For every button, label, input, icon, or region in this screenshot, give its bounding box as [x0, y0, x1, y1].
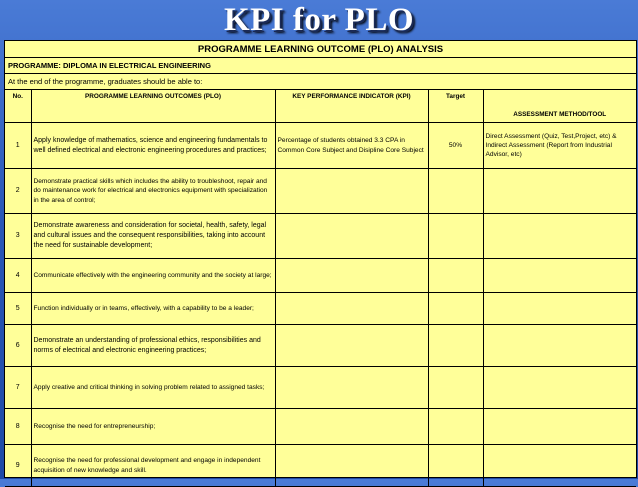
table-row [5, 123, 636, 169]
column-header-target: Target [428, 90, 483, 123]
row-number: 3 [5, 214, 31, 259]
assessment-cell [483, 214, 636, 259]
assessment-cell [483, 445, 636, 487]
table-row [5, 367, 636, 409]
kpi-cell [275, 325, 428, 367]
kpi-cell [275, 409, 428, 445]
slide-title: KPI for PLO [223, 2, 415, 38]
plo-analysis-sheet [4, 40, 637, 478]
kpi-cell [275, 445, 428, 487]
table-row [5, 214, 636, 259]
assessment-cell: Direct Assessment (Quiz, Test,Project, etc) & Indirect Assessment (Report from Industrial Advisor, etc) [483, 123, 636, 169]
kpi-cell [275, 169, 428, 214]
column-header-no: No. [5, 90, 31, 123]
target-cell [428, 259, 483, 293]
target-cell [428, 367, 483, 409]
table-row [5, 259, 636, 293]
outcome-cell: Demonstrate an understanding of professional ethics, responsibilities and norms of electrical and electronic engineering practices; [31, 325, 275, 367]
target-cell [428, 169, 483, 214]
outcome-cell: Communicate effectively with the engineering community and the society at large; [31, 259, 275, 293]
kpi-cell: Percentage of students obtained 3.3 CPA in Common Core Subject and Disipline Core Subject [275, 123, 428, 169]
intro-text: At the end of the programme, graduates should be able to: [5, 74, 636, 90]
column-header-outcomes: PROGRAMME LEARNING OUTCOMES (PLO) [31, 90, 275, 123]
row-number: 8 [5, 409, 31, 445]
row-number: 5 [5, 293, 31, 325]
column-header-kpi: KEY PERFORMANCE INDICATOR (KPI) [275, 90, 428, 123]
row-number: 7 [5, 367, 31, 409]
target-cell [428, 409, 483, 445]
kpi-cell [275, 367, 428, 409]
row-number: 6 [5, 325, 31, 367]
table-row [5, 169, 636, 214]
table-row [5, 409, 636, 445]
outcome-cell: Apply creative and critical thinking in solving problem related to assigned tasks; [31, 367, 275, 409]
kpi-cell [275, 259, 428, 293]
programme-name: PROGRAMME: DIPLOMA IN ELECTRICAL ENGINEERING [5, 58, 636, 74]
target-cell [428, 445, 483, 487]
table-row [5, 293, 636, 325]
plo-table [5, 90, 636, 487]
column-header-assessment: ASSESSMENT METHOD/TOOL [483, 90, 636, 123]
assessment-cell [483, 325, 636, 367]
outcome-cell: Recognise the need for professional development and engage in independent acquisition of new knowledge and skill. [31, 445, 275, 487]
sheet-header: PROGRAMME LEARNING OUTCOME (PLO) ANALYSIS [5, 41, 636, 58]
target-cell [428, 293, 483, 325]
assessment-cell [483, 169, 636, 214]
target-cell [428, 214, 483, 259]
outcome-cell: Demonstrate practical skills which includes the ability to troubleshoot, repair and do maintenance work for electrical and electronics equipment with specialization in the area of control; [31, 169, 275, 214]
table-row [5, 325, 636, 367]
row-number: 4 [5, 259, 31, 293]
target-cell: 50% [428, 123, 483, 169]
kpi-cell [275, 214, 428, 259]
kpi-cell [275, 293, 428, 325]
outcome-cell: Demonstrate awareness and consideration for societal, health, safety, legal and cultural issues and the consequent responsibilities, taking into account the need for sustainable development; [31, 214, 275, 259]
assessment-cell [483, 293, 636, 325]
target-cell [428, 325, 483, 367]
row-number: 1 [5, 123, 31, 169]
assessment-cell [483, 367, 636, 409]
row-number: 2 [5, 169, 31, 214]
table-row [5, 445, 636, 487]
outcome-cell: Function individually or in teams, effectively, with a capability to be a leader; [31, 293, 275, 325]
outcome-cell: Apply knowledge of mathematics, science and engineering fundamentals to well defined electrical and electronic engineering procedures and practices; [31, 123, 275, 169]
row-number: 9 [5, 445, 31, 487]
outcome-cell: Recognise the need for entrepreneurship; [31, 409, 275, 445]
assessment-cell [483, 409, 636, 445]
table-header-row [5, 90, 636, 123]
assessment-cell [483, 259, 636, 293]
